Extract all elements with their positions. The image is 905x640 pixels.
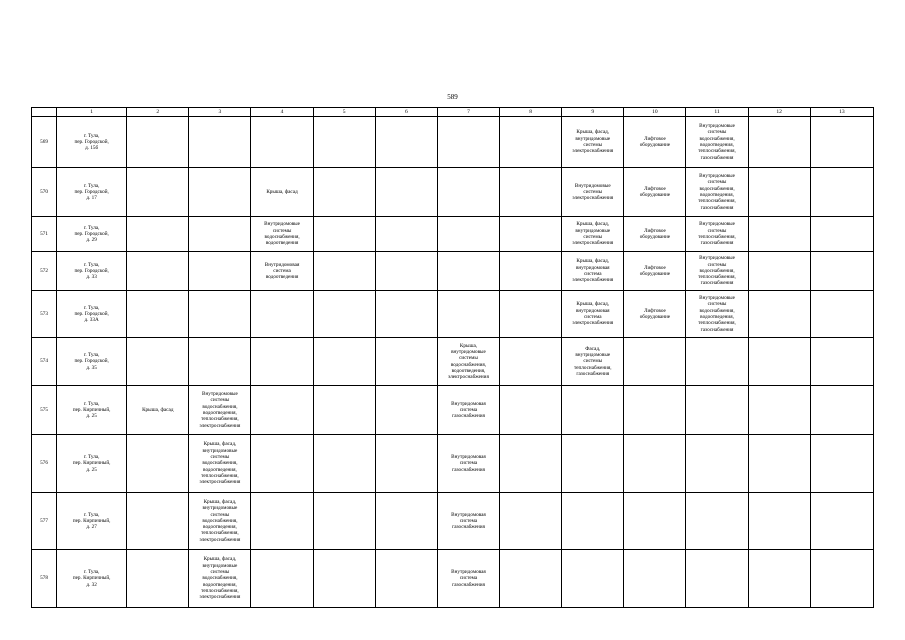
work-cell-8 <box>500 435 562 493</box>
cell-text: Внутридомовые системы теплоснабжения, газоснабжения <box>698 221 736 247</box>
work-cell-5 <box>313 168 375 217</box>
work-cell-10 <box>624 550 686 608</box>
work-cell-9 <box>562 386 624 435</box>
cell-text: г. Тула, пер. Городской, д. 35 <box>74 352 109 371</box>
capital-repair-table <box>31 107 874 608</box>
work-cell-13 <box>810 252 873 291</box>
header-cell: 2 <box>127 108 189 117</box>
work-cell-8 <box>500 168 562 217</box>
work-cell-12 <box>748 338 810 386</box>
work-cell-5 <box>313 493 375 550</box>
cell-text: 576 <box>40 460 48 467</box>
cell-text: Внутридомовая система газоснабжения <box>451 511 486 531</box>
work-cell-9 <box>562 550 624 608</box>
work-cell-12 <box>748 168 810 217</box>
cell-text: 578 <box>40 575 48 582</box>
cell-text: Внутридомовые системы водоснабжения, теплоснабжения, газоснабжения <box>698 255 736 287</box>
cell-text: 577 <box>40 517 48 524</box>
row-number-cell <box>32 217 57 252</box>
work-cell-8 <box>500 386 562 435</box>
cell-text: г. Тула, пер. Кирпичный, д. 32 <box>72 569 111 588</box>
work-cell-2 <box>127 550 189 608</box>
work-cell-6 <box>375 252 437 291</box>
work-cell-6 <box>375 493 437 550</box>
table-row <box>32 338 874 386</box>
table-row <box>32 168 874 217</box>
table-row <box>32 291 874 338</box>
table-row <box>32 493 874 550</box>
address-cell <box>57 386 127 435</box>
work-cell-8 <box>500 252 562 291</box>
work-cell-11 <box>686 117 748 168</box>
work-cell-10 <box>624 493 686 550</box>
work-cell-4 <box>251 338 313 386</box>
page-number: 589 <box>447 93 458 101</box>
row-number-cell <box>32 291 57 338</box>
work-cell-11 <box>686 435 748 493</box>
work-cell-12 <box>748 386 810 435</box>
cell-text: Крыша, фасад, внутридомовые системы электроснабжения <box>572 129 614 155</box>
work-cell-4 <box>251 435 313 493</box>
cell-text: Внутридомовые системы водоснабжения, водоотведения, теплоснабжения, газоснабжения <box>698 123 736 161</box>
cell-text: г. Тула, пер. Кирпичный, д. 27 <box>72 511 111 531</box>
cell-text: Фасад, внутридомовые системы теплоснабжения, газоснабжения <box>573 345 612 377</box>
work-cell-13 <box>810 435 873 493</box>
work-cell-7 <box>437 550 499 608</box>
work-cell-4 <box>251 550 313 608</box>
work-cell-12 <box>748 217 810 252</box>
work-cell-8 <box>500 217 562 252</box>
work-cell-7 <box>437 252 499 291</box>
work-cell-11 <box>686 252 748 291</box>
work-cell-4 <box>251 117 313 168</box>
table-row <box>32 435 874 493</box>
work-cell-2 <box>127 435 189 493</box>
work-cell-3 <box>189 168 251 217</box>
work-cell-6 <box>375 217 437 252</box>
work-cell-11 <box>686 291 748 338</box>
work-cell-2 <box>127 217 189 252</box>
work-cell-6 <box>375 291 437 338</box>
cell-text: Крыша, фасад <box>266 188 298 195</box>
table-row <box>32 117 874 168</box>
cell-text: г. Тула, пер. Городской, д. 17 <box>74 182 109 202</box>
work-cell-6 <box>375 117 437 168</box>
row-number-cell <box>32 493 57 550</box>
work-cell-11 <box>686 386 748 435</box>
work-cell-11 <box>686 550 748 608</box>
address-cell <box>57 435 127 493</box>
work-cell-8 <box>500 117 562 168</box>
work-cell-5 <box>313 550 375 608</box>
cell-text: 574 <box>40 358 48 365</box>
work-cell-4 <box>251 291 313 338</box>
work-cell-10 <box>624 435 686 493</box>
work-cell-9 <box>562 291 624 338</box>
work-cell-3 <box>189 291 251 338</box>
cell-text: Внутридомовые системы водоснабжения, водоотведения, теплоснабжения, электроснабжения <box>199 391 241 429</box>
row-number-cell <box>32 117 57 168</box>
cell-text: Крыша, фасад, внутридомовые системы водоснабжения, водоотведения, теплоснабжения, электроснабжения <box>199 556 241 601</box>
table-row <box>32 550 874 608</box>
header-cell: 9 <box>562 108 624 117</box>
work-cell-4 <box>251 493 313 550</box>
row-number-cell <box>32 338 57 386</box>
cell-text: Внутридомовые системы электроснабжения <box>572 182 614 202</box>
work-cell-4 <box>251 168 313 217</box>
cell-text: Лифтовое оборудование <box>639 135 671 148</box>
work-cell-2 <box>127 338 189 386</box>
cell-text: Внутридомовая система водоотведения <box>264 261 300 281</box>
work-cell-12 <box>748 291 810 338</box>
work-cell-5 <box>313 291 375 338</box>
header-cell: 1 <box>57 108 127 117</box>
work-cell-8 <box>500 493 562 550</box>
work-cell-5 <box>313 338 375 386</box>
work-cell-11 <box>686 493 748 550</box>
cell-text: Крыша, фасад, внутридомовая система электроснабжения <box>572 301 614 327</box>
header-cell: 11 <box>686 108 748 117</box>
table-row <box>32 252 874 291</box>
cell-text: Лифтовое оборудование <box>639 227 671 240</box>
work-cell-13 <box>810 291 873 338</box>
cell-text: 569 <box>40 138 48 145</box>
work-cell-2 <box>127 252 189 291</box>
work-cell-4 <box>251 386 313 435</box>
cell-text: Крыша, фасад, внутридомовая система электроснабжения <box>572 258 614 284</box>
work-cell-7 <box>437 435 499 493</box>
work-cell-13 <box>810 338 873 386</box>
cell-text: Лифтовое оборудование <box>639 185 671 198</box>
work-cell-3 <box>189 217 251 252</box>
cell-text: г. Тула, пер. Кирпичный, д. 25 <box>72 454 111 473</box>
work-cell-5 <box>313 252 375 291</box>
address-cell <box>57 117 127 168</box>
header-cell: 5 <box>313 108 375 117</box>
header-cell: 7 <box>437 108 499 117</box>
work-cell-5 <box>313 435 375 493</box>
work-cell-6 <box>375 386 437 435</box>
work-cell-13 <box>810 493 873 550</box>
work-cell-8 <box>500 550 562 608</box>
work-cell-7 <box>437 168 499 217</box>
row-number-cell <box>32 550 57 608</box>
work-cell-9 <box>562 252 624 291</box>
cell-text: 573 <box>40 310 48 317</box>
row-number-cell <box>32 168 57 217</box>
cell-text: Внутридомовые системы водоснабжения, водоотведения <box>264 221 300 247</box>
row-number-cell <box>32 386 57 435</box>
cell-text: 572 <box>40 267 48 274</box>
header-cell: 8 <box>500 108 562 117</box>
row-number-cell <box>32 252 57 291</box>
cell-text: 570 <box>40 188 48 195</box>
work-cell-11 <box>686 168 748 217</box>
cell-text: Крыша, фасад, внутридомовые системы водоснабжения, водоотведения, теплоснабжения, электроснабжения <box>199 498 241 543</box>
work-cell-12 <box>748 550 810 608</box>
cell-text: г. Тула, пер. Кирпичный, д. 25 <box>72 400 111 420</box>
cell-text: 571 <box>40 230 48 237</box>
cell-text: Лифтовое оборудование <box>639 307 671 320</box>
cell-text: Внутридомовые системы водоснабжения, водоотведения, теплоснабжения, газоснабжения <box>698 173 736 211</box>
work-cell-9 <box>562 435 624 493</box>
header-cell: 6 <box>375 108 437 117</box>
cell-text: г. Тула, пер. Городской, д. 33 <box>74 261 109 281</box>
work-cell-10 <box>624 338 686 386</box>
work-cell-5 <box>313 117 375 168</box>
cell-text: Внутридомовая система газоснабжения <box>451 569 486 588</box>
header-cell: 3 <box>189 108 251 117</box>
row-number-cell <box>32 435 57 493</box>
cell-text: Крыша, фасад <box>142 406 174 413</box>
work-cell-2 <box>127 291 189 338</box>
work-cell-12 <box>748 493 810 550</box>
work-cell-13 <box>810 168 873 217</box>
work-cell-13 <box>810 117 873 168</box>
address-cell <box>57 550 127 608</box>
work-cell-10 <box>624 291 686 338</box>
work-cell-7 <box>437 493 499 550</box>
address-cell <box>57 252 127 291</box>
cell-text: Крыша, фасад, внутридомовые системы водоснабжения, водоотведения, теплоснабжения, электроснабжения <box>199 441 241 486</box>
cell-text: Лифтовое оборудование <box>639 264 671 277</box>
cell-text: Крыша, фасад, внутридомовые системы электроснабжения <box>572 221 614 247</box>
work-cell-3 <box>189 252 251 291</box>
work-cell-5 <box>313 217 375 252</box>
address-cell <box>57 217 127 252</box>
work-cell-7 <box>437 338 499 386</box>
work-cell-6 <box>375 435 437 493</box>
work-cell-11 <box>686 217 748 252</box>
work-cell-9 <box>562 338 624 386</box>
work-cell-7 <box>437 291 499 338</box>
header-cell: 4 <box>251 108 313 117</box>
work-cell-10 <box>624 117 686 168</box>
cell-text: Крыша, внутридомовые системы водоснабжения, водоотведения, электроснабжения <box>448 342 489 381</box>
cell-text: г. Тула, пер. Городской, д. 29 <box>74 224 109 244</box>
address-cell <box>57 291 127 338</box>
table-row <box>32 386 874 435</box>
cell-text: Внутридомовая система газоснабжения <box>451 400 486 420</box>
work-cell-13 <box>810 386 873 435</box>
work-cell-2 <box>127 168 189 217</box>
work-cell-8 <box>500 338 562 386</box>
work-cell-10 <box>624 252 686 291</box>
header-cell-blank <box>32 108 57 117</box>
work-cell-5 <box>313 386 375 435</box>
work-cell-3 <box>189 338 251 386</box>
work-cell-6 <box>375 550 437 608</box>
table-row <box>32 217 874 252</box>
header-cell: 10 <box>624 108 686 117</box>
cell-text: г. Тула, пер. Городской, д. 15б <box>74 132 109 152</box>
work-cell-12 <box>748 435 810 493</box>
work-cell-2 <box>127 117 189 168</box>
work-cell-9 <box>562 117 624 168</box>
cell-text: Внутридомовые системы водоснабжения, водоотведения, теплоснабжения, газоснабжения <box>698 295 736 333</box>
header-cell: 13 <box>810 108 873 117</box>
work-cell-12 <box>748 252 810 291</box>
address-cell <box>57 338 127 386</box>
work-cell-8 <box>500 291 562 338</box>
work-cell-3 <box>189 493 251 550</box>
work-cell-7 <box>437 217 499 252</box>
work-cell-10 <box>624 168 686 217</box>
cell-text: Внутридомовая система газоснабжения <box>451 454 486 473</box>
work-cell-11 <box>686 338 748 386</box>
cell-text: г. Тула, пер. Городской, д. 33А <box>74 304 109 324</box>
work-cell-3 <box>189 117 251 168</box>
work-cell-9 <box>562 493 624 550</box>
work-cell-9 <box>562 168 624 217</box>
work-cell-10 <box>624 386 686 435</box>
work-cell-12 <box>748 117 810 168</box>
work-cell-2 <box>127 493 189 550</box>
work-cell-3 <box>189 435 251 493</box>
work-cell-13 <box>810 550 873 608</box>
work-cell-6 <box>375 168 437 217</box>
header-cell: 12 <box>748 108 810 117</box>
work-cell-3 <box>189 550 251 608</box>
work-cell-7 <box>437 117 499 168</box>
work-cell-4 <box>251 217 313 252</box>
work-cell-2 <box>127 386 189 435</box>
address-cell <box>57 493 127 550</box>
work-cell-10 <box>624 217 686 252</box>
work-cell-4 <box>251 252 313 291</box>
column-number-row <box>32 108 874 117</box>
work-cell-9 <box>562 217 624 252</box>
cell-text: 575 <box>40 406 48 413</box>
work-cell-3 <box>189 386 251 435</box>
work-cell-7 <box>437 386 499 435</box>
address-cell <box>57 168 127 217</box>
work-cell-13 <box>810 217 873 252</box>
work-cell-6 <box>375 338 437 386</box>
